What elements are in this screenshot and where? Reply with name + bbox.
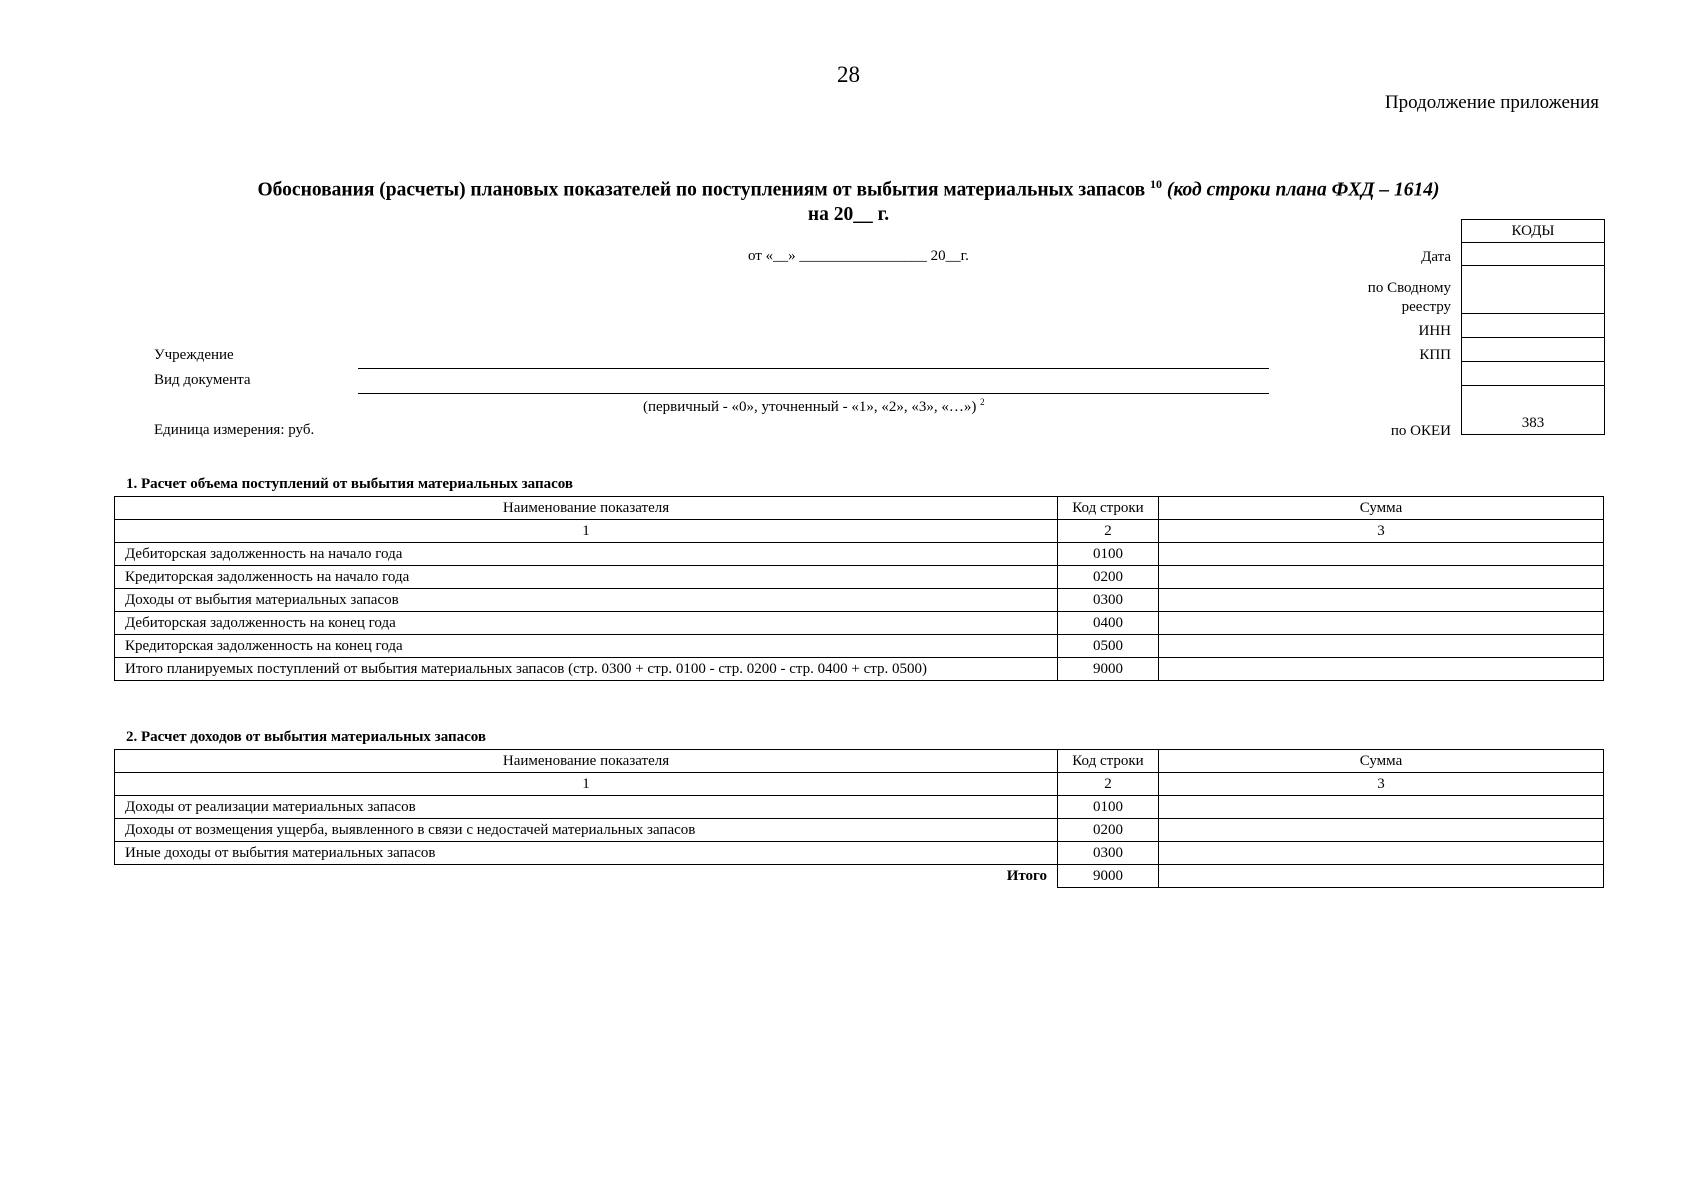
kpp-label: КПП (1419, 347, 1451, 363)
registry-label-2: реестру (1401, 299, 1451, 315)
registry-label-1: по Сводному (1367, 280, 1451, 296)
codes-header: КОДЫ (1462, 220, 1605, 243)
row-sum-cell[interactable] (1159, 796, 1604, 819)
code-inn-cell[interactable] (1462, 314, 1605, 338)
title-main: Обоснования (расчеты) плановых показателей по поступлениям от выбытия материальных запасов (257, 179, 1146, 201)
total-sum-cell[interactable] (1159, 865, 1604, 888)
table-row (115, 612, 1604, 635)
total-code: 9000 (1058, 865, 1159, 888)
row-code: 0200 (1058, 819, 1159, 842)
date-line: от «__» _________________ 20__г. (748, 248, 969, 264)
table-row (115, 819, 1604, 842)
row-name: Кредиторская задолженность на начало года (115, 566, 1058, 589)
code-date-cell[interactable] (1462, 243, 1605, 266)
row-code: 0100 (1058, 543, 1159, 566)
table-number-row (115, 520, 1604, 543)
doc-type-hint (643, 397, 985, 416)
col-code-header: Код строки (1058, 497, 1159, 520)
title-code-note: (код строки плана ФХД – 1614) (1166, 179, 1440, 201)
date-label: Дата (1421, 249, 1451, 265)
row-code: 0300 (1058, 842, 1159, 865)
row-name: Дебиторская задолженность на конец года (115, 612, 1058, 635)
section1-title: 1. Расчет объема поступлений от выбытия материальных запасов (126, 476, 574, 492)
code-doctype-cell[interactable] (1462, 362, 1605, 386)
row-sum-cell[interactable] (1159, 819, 1604, 842)
table-header-row (115, 750, 1604, 773)
table-row (115, 543, 1604, 566)
row-sum-cell[interactable] (1159, 635, 1604, 658)
table-row (115, 635, 1604, 658)
section2-table (114, 749, 1604, 888)
table-header-row (115, 497, 1604, 520)
row-code: 0100 (1058, 796, 1159, 819)
institution-line[interactable] (358, 368, 1269, 369)
okei-label: по ОКЕИ (1390, 423, 1451, 439)
row-code: 9000 (1058, 658, 1159, 681)
row-code: 0500 (1058, 635, 1159, 658)
row-name: Доходы от возмещения ущерба, выявленного в связи с недостачей материальных запасов (115, 819, 1058, 842)
col-name-header: Наименование показателя (115, 497, 1058, 520)
table-row (115, 842, 1604, 865)
col-code-header: Код строки (1058, 750, 1159, 773)
row-sum-cell[interactable] (1159, 658, 1604, 681)
title-footnote: 10 (1150, 177, 1163, 191)
row-code: 0400 (1058, 612, 1159, 635)
row-name: Итого планируемых поступлений от выбытия материальных запасов (стр. 0300 + стр. 0100 - стр. 0200 - стр. 0400 + стр. 0500) (115, 658, 1058, 681)
registry-label (1368, 279, 1451, 317)
row-name: Доходы от выбытия материальных запасов (115, 589, 1058, 612)
table-total-row (115, 865, 1604, 888)
row-code: 0300 (1058, 589, 1159, 612)
row-sum-cell[interactable] (1159, 842, 1604, 865)
col-sum-header: Сумма (1159, 497, 1604, 520)
code-registry-cell[interactable] (1462, 266, 1605, 314)
col-number: 1 (115, 773, 1058, 796)
doc-type-hint-text: (первичный - «0», уточненный - «1», «2», «3», «…») (643, 399, 977, 415)
institution-label: Учреждение (154, 347, 234, 363)
doc-type-footnote: 2 (980, 397, 985, 407)
document-title (0, 172, 1697, 227)
col-number: 2 (1058, 520, 1159, 543)
table-row (115, 566, 1604, 589)
col-number: 3 (1159, 520, 1604, 543)
row-sum-cell[interactable] (1159, 543, 1604, 566)
code-okei-cell: 383 (1462, 386, 1605, 435)
table-row (115, 589, 1604, 612)
row-code: 0200 (1058, 566, 1159, 589)
row-sum-cell[interactable] (1159, 589, 1604, 612)
row-sum-cell[interactable] (1159, 566, 1604, 589)
codes-table (1461, 219, 1605, 435)
title-year-line: на 20__ г. (807, 203, 890, 225)
code-kpp-cell[interactable] (1462, 338, 1605, 362)
unit-label: Единица измерения: руб. (154, 422, 315, 438)
doc-type-label: Вид документа (154, 372, 251, 388)
row-name: Кредиторская задолженность на конец года (115, 635, 1058, 658)
col-name-header: Наименование показателя (115, 750, 1058, 773)
table-row (115, 796, 1604, 819)
doc-type-line[interactable] (358, 393, 1269, 394)
col-sum-header: Сумма (1159, 750, 1604, 773)
continuation-note: Продолжение приложения (1384, 92, 1599, 113)
col-number: 3 (1159, 773, 1604, 796)
row-name: Иные доходы от выбытия материальных запасов (115, 842, 1058, 865)
row-sum-cell[interactable] (1159, 612, 1604, 635)
section1-table (114, 496, 1604, 681)
section2-title: 2. Расчет доходов от выбытия материальных запасов (126, 729, 487, 745)
inn-label: ИНН (1418, 323, 1451, 339)
total-label: Итого (115, 865, 1058, 888)
col-number: 1 (115, 520, 1058, 543)
page-number: 28 (837, 62, 860, 87)
row-name: Доходы от реализации материальных запасов (115, 796, 1058, 819)
row-name: Дебиторская задолженность на начало года (115, 543, 1058, 566)
table-number-row (115, 773, 1604, 796)
col-number: 2 (1058, 773, 1159, 796)
table-row (115, 658, 1604, 681)
